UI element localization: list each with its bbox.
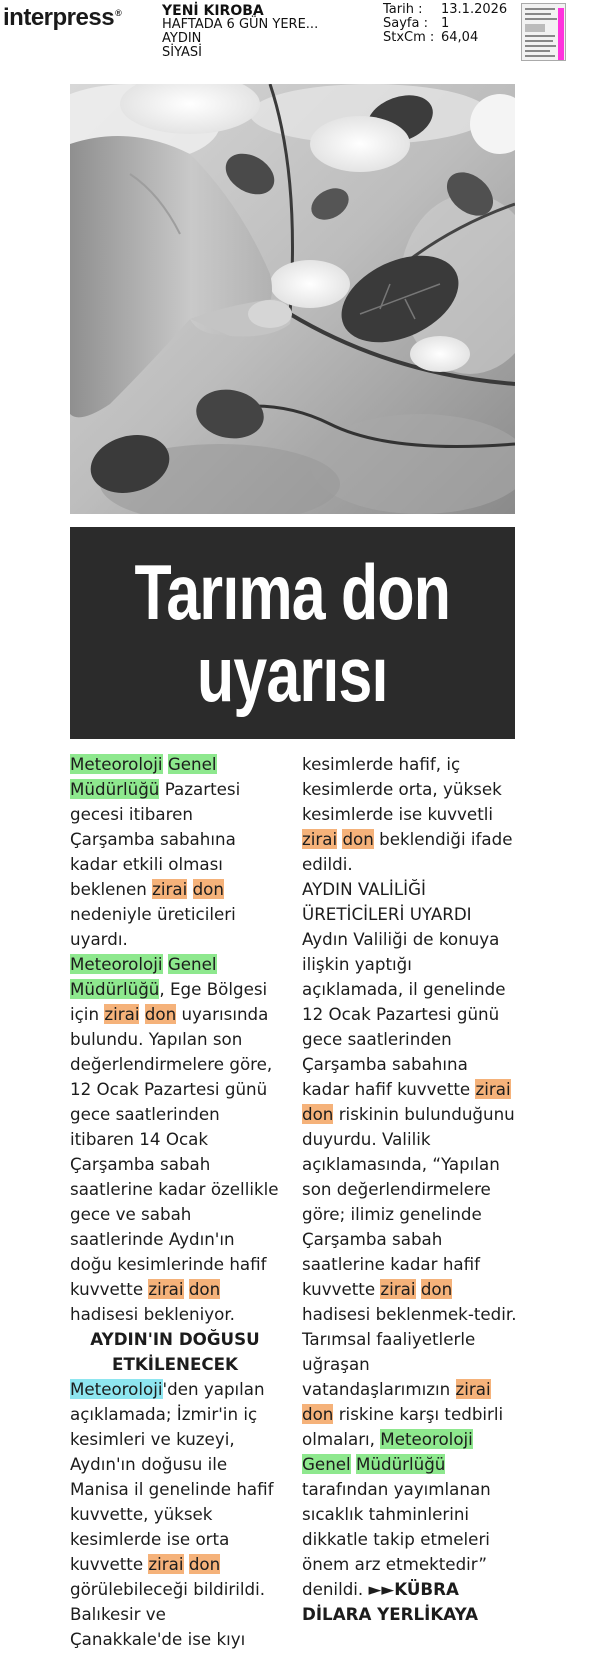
meta-page-key: Sayfa : <box>383 16 428 31</box>
highlight-keyword: don <box>188 1279 221 1299</box>
paragraph-text: Pazartesi gecesi itibaren Çarşamba sabahına kadar etkili olması beklenen <box>70 779 241 899</box>
frost-leaves-photo <box>70 84 515 514</box>
headline-line-1: Tarıma don <box>134 548 451 636</box>
meta-date-value: 13.1.2026 <box>441 2 508 17</box>
paragraph-text: 'den yapılan açıklamada; İzmir'in iç kesimleri ve kuzeyi, Aydın'ın doğusu ile Manisa il genelinde hafif kuvvette, yüksek kesimlerde ise orta kuvvette <box>70 1379 274 1574</box>
article-column-right <box>302 752 518 1627</box>
highlight-keyword: don <box>420 1279 453 1299</box>
paragraph-5 <box>302 927 518 1627</box>
meta-stxcm-value: 64,04 <box>441 30 479 45</box>
headline <box>134 548 451 718</box>
highlight-keyword: zirai <box>380 1279 416 1299</box>
highlight-term: Genel <box>167 754 217 774</box>
publication-info <box>162 4 318 60</box>
page-thumbnail[interactable] <box>521 3 566 61</box>
highlight-keyword: zirai <box>455 1379 491 1399</box>
paragraph-text: Aydın Valiliği de konuya ilişkin yaptığı açıklamada, il genelinde 12 Ocak Pazartesi günü gece saatlerinden Çarşamba sabahına kadar hafif kuvvette <box>302 929 506 1099</box>
paragraph-text: hadisesi bekleniyor. <box>70 1304 235 1324</box>
highlight-keyword: zirai <box>152 879 188 899</box>
highlight-term: Genel <box>167 954 217 974</box>
highlight-keyword: don <box>302 1404 334 1424</box>
paragraph-text: , Ege Bölgesi için <box>70 979 268 1024</box>
paragraph-text: tarafından yayımlanan sıcaklık tahminlerini dikkatle takip etmeleri önem arz etmektedir” denildi. <box>302 1479 491 1599</box>
highlight-term: Meteoroloji <box>70 1379 163 1399</box>
meta-date-row <box>383 3 507 17</box>
paragraph-text: beklendiği ifade edildi. <box>302 829 513 874</box>
highlight-term: Müdürlüğü <box>356 1454 446 1474</box>
highlight-term: Meteoroloji <box>380 1429 473 1449</box>
publication-frequency: HAFTADA 6 GÜN YERE... <box>162 17 319 32</box>
logo-text: interpress <box>3 4 115 31</box>
byline-arrows: ►► <box>368 1579 395 1599</box>
paragraph-text: riskinin bulunduğunu duyurdu. Valilik açıklamasında, “Yapılan son değerlendirmelere göre; ilimiz genelinde Çarşamba sabah saatlerine kadar hafif kuvvette <box>302 1104 515 1299</box>
meta-page-value: 1 <box>441 16 450 31</box>
highlight-term: Müdürlüğü <box>70 979 160 999</box>
paragraph-4 <box>302 752 518 877</box>
highlight-term: Genel <box>302 1454 351 1474</box>
paragraph-1 <box>70 752 280 952</box>
highlight-term: Müdürlüğü <box>70 779 160 799</box>
publication-category: SİYASİ <box>162 45 202 60</box>
highlight-keyword: zirai <box>148 1279 184 1299</box>
headline-banner <box>70 527 515 739</box>
paragraph-text: kesimlerde hafif, iç kesimlerde orta, yüksek kesimlerde ise kuvvetli <box>302 754 502 824</box>
highlight-keyword: zirai <box>148 1554 184 1574</box>
clipping-header <box>0 0 590 66</box>
article-photo <box>70 84 515 514</box>
highlight-keyword: don <box>144 1004 177 1024</box>
byline-author: KÜBRA DİLARA YERLİKAYA <box>302 1579 479 1624</box>
highlight-keyword: zirai <box>475 1079 511 1099</box>
highlight-term: Meteoroloji <box>70 954 163 974</box>
highlight-keyword: don <box>192 879 224 899</box>
paragraph-text: görülebileceği bildirildi. Balıkesir ve Çanakkale'de ise kıyı <box>70 1579 266 1649</box>
registered-mark: ® <box>115 8 122 18</box>
paragraph-text: uyarısında bulundu. Yapılan son değerlendirmelere göre, 12 Ocak Pazartesi günü gece saatlerinden itibaren 14 Ocak Çarşamba sabah saatlerine kadar özellikle gece ve sabah saatlerinde Aydın'ın doğu kesimlerinde hafif kuvvette <box>70 1004 279 1299</box>
subheading-left: AYDIN'IN DOĞUSU ETKİLENECEK <box>90 1329 260 1374</box>
highlight-keyword: don <box>342 829 374 849</box>
subheading-right: AYDIN VALİLİĞİ ÜRETİCİLERİ UYARDI <box>302 879 472 924</box>
paragraph-text: riskine karşı tedbirli olmaları, <box>302 1404 504 1449</box>
paragraph-text: hadisesi beklenmek-tedir. Tarımsal faaliyetlerle uğraşan vatandaşlarımızın <box>302 1304 517 1399</box>
headline-line-2: uyarısı <box>197 630 388 718</box>
interpress-logo <box>3 4 121 32</box>
meta-date-key: Tarih : <box>383 2 423 17</box>
clipping-meta <box>383 3 507 45</box>
article-column-left <box>70 752 280 1652</box>
meta-stxcm-row <box>383 31 507 45</box>
highlight-keyword: zirai <box>302 829 338 849</box>
highlight-keyword: don <box>302 1104 334 1124</box>
publication-name: YENİ KIROBA <box>162 3 264 19</box>
thumbnail-highlight-bar <box>558 8 564 60</box>
highlight-term: Meteoroloji <box>70 754 163 774</box>
meta-stxcm-key: StxCm : <box>383 30 435 45</box>
highlight-keyword: zirai <box>104 1004 140 1024</box>
publication-city: AYDIN <box>162 31 202 46</box>
meta-page-row <box>383 17 507 31</box>
paragraph-2 <box>70 952 280 1327</box>
highlight-keyword: don <box>188 1554 221 1574</box>
paragraph-3 <box>70 1377 280 1652</box>
paragraph-text: nedeniyle üreticileri uyardı. <box>70 904 236 949</box>
